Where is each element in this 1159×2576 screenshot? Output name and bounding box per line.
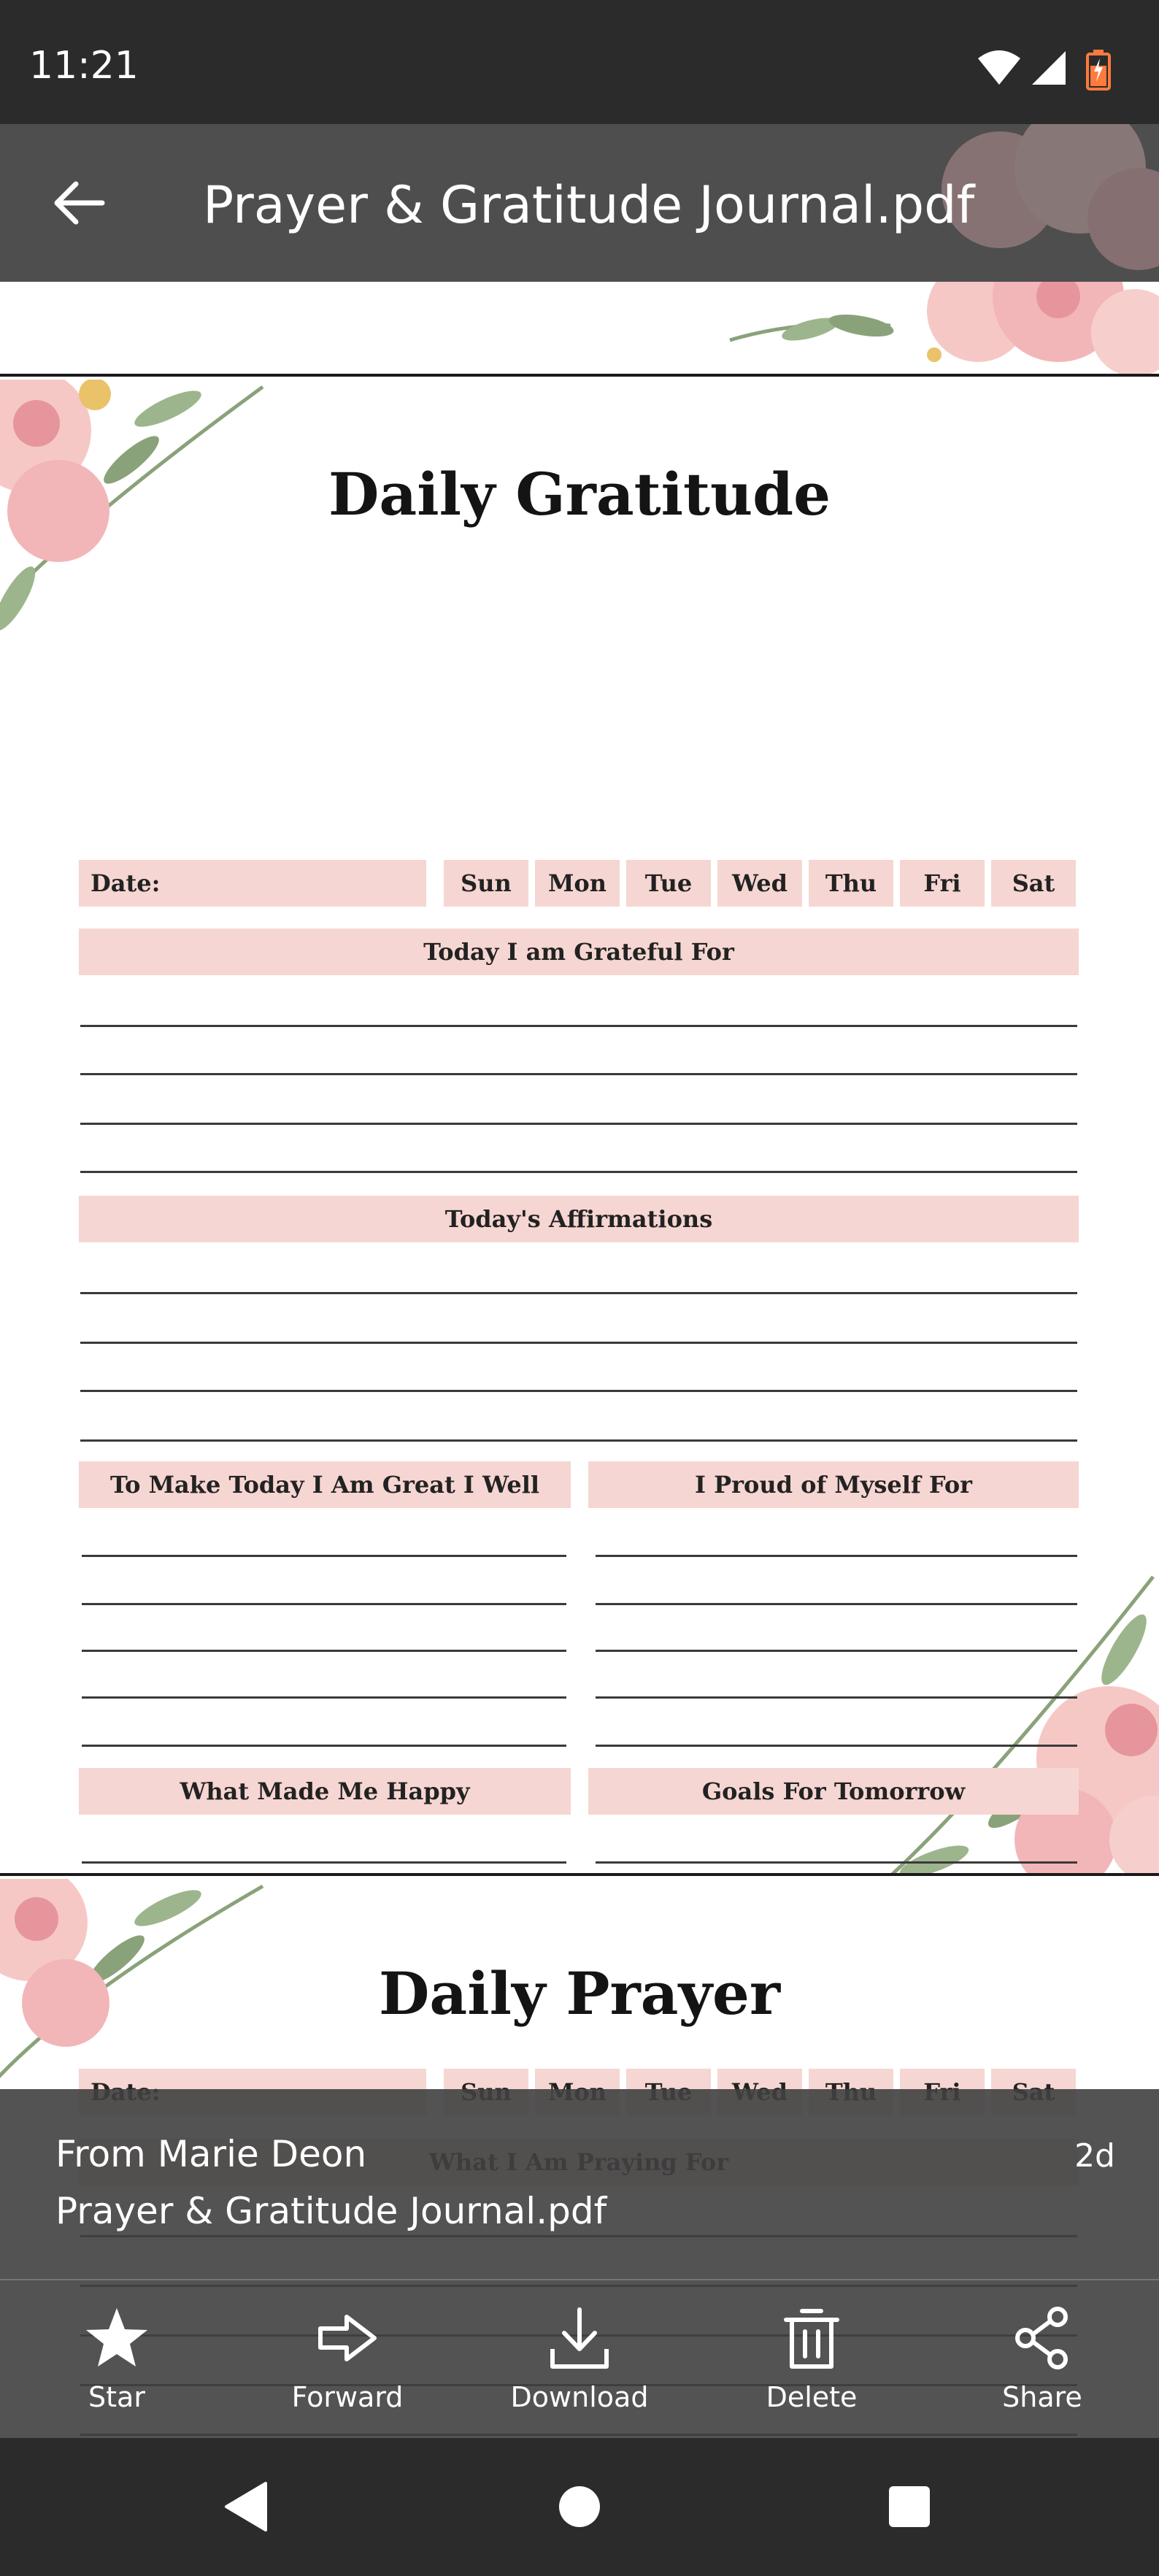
writing-line	[80, 1025, 1077, 1027]
system-nav-bar	[0, 2438, 1159, 2576]
arrow-left-icon[interactable]	[50, 177, 108, 229]
download-icon	[547, 2305, 612, 2371]
day-mon: Mon	[535, 860, 620, 907]
writing-line	[596, 1555, 1077, 1557]
nav-home-icon[interactable]	[550, 2477, 609, 2536]
cell-signal-icon	[1031, 50, 1067, 86]
message-age: 2d	[1074, 2137, 1115, 2175]
download-button[interactable]	[470, 2280, 689, 2438]
share-label: Share	[1002, 2381, 1082, 2413]
section-affirmations: Today's Affirmations	[79, 1196, 1079, 1242]
download-label: Download	[510, 2381, 649, 2413]
share-button[interactable]	[933, 2280, 1152, 2438]
day-thu: Thu	[809, 860, 893, 907]
nav-recents-icon[interactable]	[880, 2477, 939, 2536]
day-tue: Tue	[626, 860, 711, 907]
forward-label: Forward	[291, 2381, 404, 2413]
writing-line	[80, 1342, 1077, 1344]
writing-line	[82, 1745, 566, 1747]
writing-line	[82, 1650, 566, 1652]
star-icon	[84, 2305, 150, 2371]
section-goals: Goals For Tomorrow	[588, 1768, 1079, 1815]
status-time: 11:21	[29, 44, 139, 88]
nav-back-icon[interactable]	[219, 2477, 277, 2536]
wifi-icon	[977, 50, 1022, 86]
section-grateful: Today I am Grateful For	[79, 928, 1079, 975]
trash-icon	[779, 2305, 844, 2371]
writing-line	[596, 1745, 1077, 1747]
writing-line	[596, 1696, 1077, 1699]
attachment-filename: Prayer & Gratitude Journal.pdf	[55, 2190, 607, 2232]
star-button[interactable]	[7, 2280, 226, 2438]
section-proud: I Proud of Myself For	[588, 1461, 1079, 1508]
delete-button[interactable]	[702, 2280, 921, 2438]
writing-line	[82, 1555, 566, 1557]
writing-line	[80, 1171, 1077, 1173]
writing-line	[82, 1603, 566, 1605]
forward-button[interactable]	[238, 2280, 457, 2438]
share-icon	[1009, 2305, 1075, 2371]
section-make-great: To Make Today I Am Great I Well	[79, 1461, 571, 1508]
star-label: Star	[88, 2381, 145, 2413]
forward-arrow-icon	[315, 2305, 380, 2371]
writing-line	[80, 1390, 1077, 1392]
writing-line	[596, 1603, 1077, 1605]
sender-name: From Marie Deon	[55, 2133, 367, 2175]
page-title: Daily Prayer	[379, 1959, 780, 2028]
writing-line	[80, 1073, 1077, 1075]
day-sun: Sun	[444, 860, 528, 907]
day-sat: Sat	[991, 860, 1076, 907]
date-label: Date:	[79, 860, 426, 907]
flower-decoration-icon	[715, 282, 1159, 377]
day-fri: Fri	[900, 860, 985, 907]
writing-line	[596, 1650, 1077, 1652]
status-icons	[977, 50, 1130, 91]
battery-charging-icon	[1086, 50, 1111, 91]
writing-line	[82, 1861, 566, 1864]
writing-line	[80, 1123, 1077, 1125]
writing-line	[82, 1696, 566, 1699]
section-happy: What Made Me Happy	[79, 1768, 571, 1815]
status-bar	[0, 0, 1159, 124]
flower-decoration-icon	[847, 1562, 1159, 1876]
writing-line	[80, 1439, 1077, 1442]
page-daily-gratitude	[0, 380, 1159, 1876]
writing-line	[596, 1861, 1077, 1864]
document-title: Prayer & Gratitude Journal.pdf	[203, 175, 975, 235]
writing-line	[80, 1292, 1077, 1294]
app-bar	[0, 124, 1159, 282]
page-title: Daily Gratitude	[328, 460, 831, 528]
message-info-bar	[0, 2089, 1159, 2280]
day-wed: Wed	[717, 860, 802, 907]
delete-label: Delete	[766, 2381, 858, 2413]
action-bar	[0, 2280, 1159, 2438]
previous-page-bottom	[0, 282, 1159, 377]
